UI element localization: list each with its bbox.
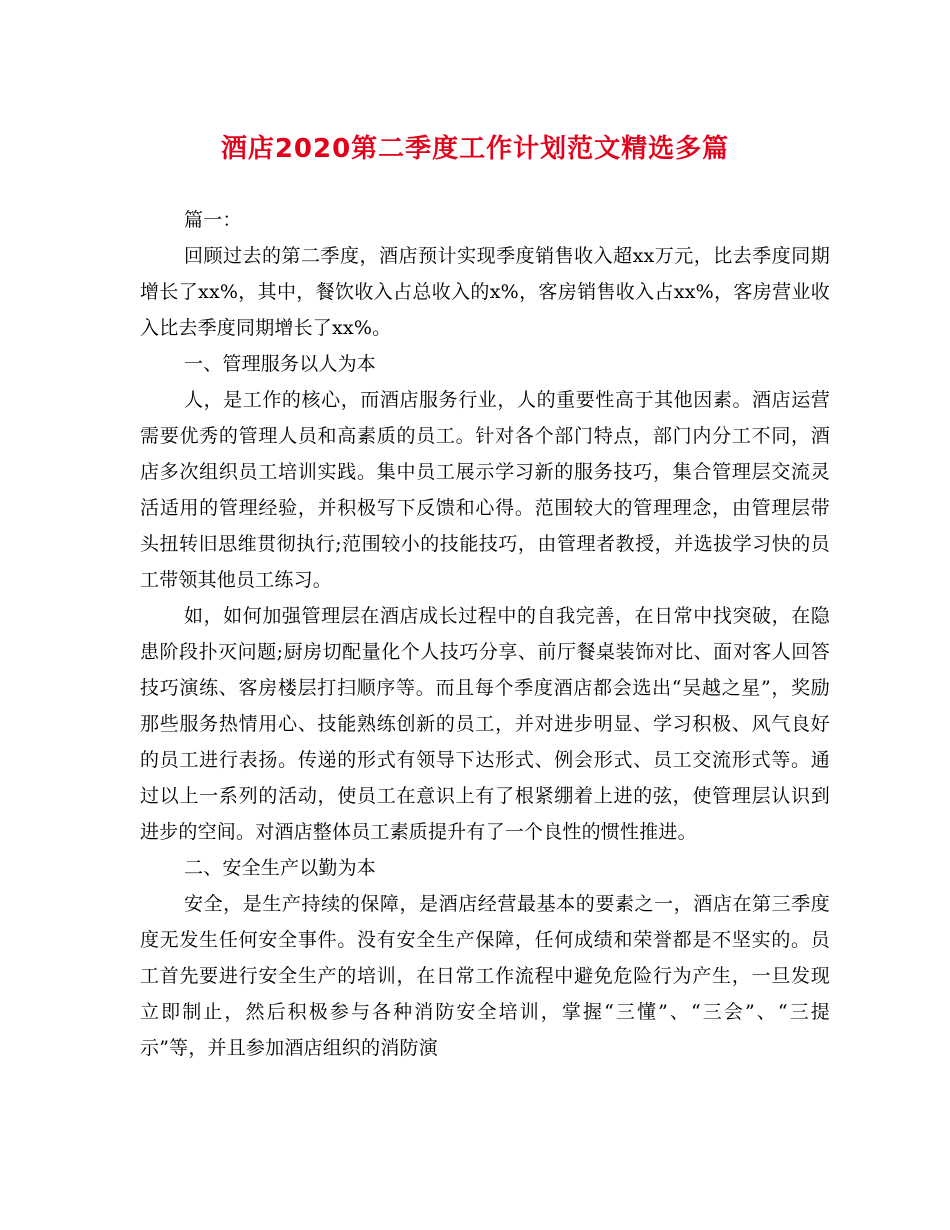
- section-label-paragraph: 篇一：: [184, 209, 242, 231]
- section-heading: 一、管理服务以人为本: [184, 353, 377, 375]
- body-paragraph: 安全，是生产持续的保障，是酒店经营最基本的要素之一，酒店在第三季度度无发生任何安全事件。没有安全生产保障，任何成绩和荣誉都是不坚实的。员工首先要进行安全生产的培训，在日常工作流程中避免危险行为产生，一旦发现立即制止，然后积极参与各种消防安全培训，掌握“三懂”、“三会”、“三提示”等，并且参加酒店组织的消防演: [140, 893, 830, 1059]
- body-paragraph: 回顾过去的第二季度，酒店预计实现季度销售收入超xx万元，比去季度同期增长了xx%，其中，餐饮收入占总收入的x%，客房销售收入占xx%，客房营业收入比去季度同期增长了xx%。: [140, 245, 830, 339]
- document-body: [140, 202, 830, 1066]
- body-paragraph: 如，如何加强管理层在酒店成长过程中的自我完善，在日常中找突破，在隐患阶段扑灭问题;厨房切配量化个人技巧分享、前厅餐桌装饰对比、面对客人回答技巧演练、客房楼层打扫顺序等。而且每个季度酒店都会选出“吴越之星”，奖励那些服务热情用心、技能熟练创新的员工，并对进步明显、学习积极、风气良好的员工进行表扬。传递的形式有领导下达形式、例会形式、员工交流形式等。通过以上一系列的活动，使员工在意识上有了根紧绷着上进的弦，使管理层认识到进步的空间。对酒店整体员工素质提升有了一个良性的惯性推进。: [140, 605, 830, 843]
- document-title: 酒店2020第二季度工作计划范文精选多篇: [220, 134, 730, 164]
- section-heading: 二、安全生产以勤为本: [184, 857, 377, 879]
- body-paragraph: 人，是工作的核心，而酒店服务行业，人的重要性高于其他因素。酒店运营需要优秀的管理人员和高素质的员工。针对各个部门特点，部门内分工不同，酒店多次组织员工培训实践。集中员工展示学习新的服务技巧，集合管理层交流灵活适用的管理经验，并积极写下反馈和心得。范围较大的管理理念，由管理层带头扭转旧思维贯彻执行;范围较小的技能技巧，由管理者教授，并选拔学习快的员工带领其他员工练习。: [140, 389, 830, 591]
